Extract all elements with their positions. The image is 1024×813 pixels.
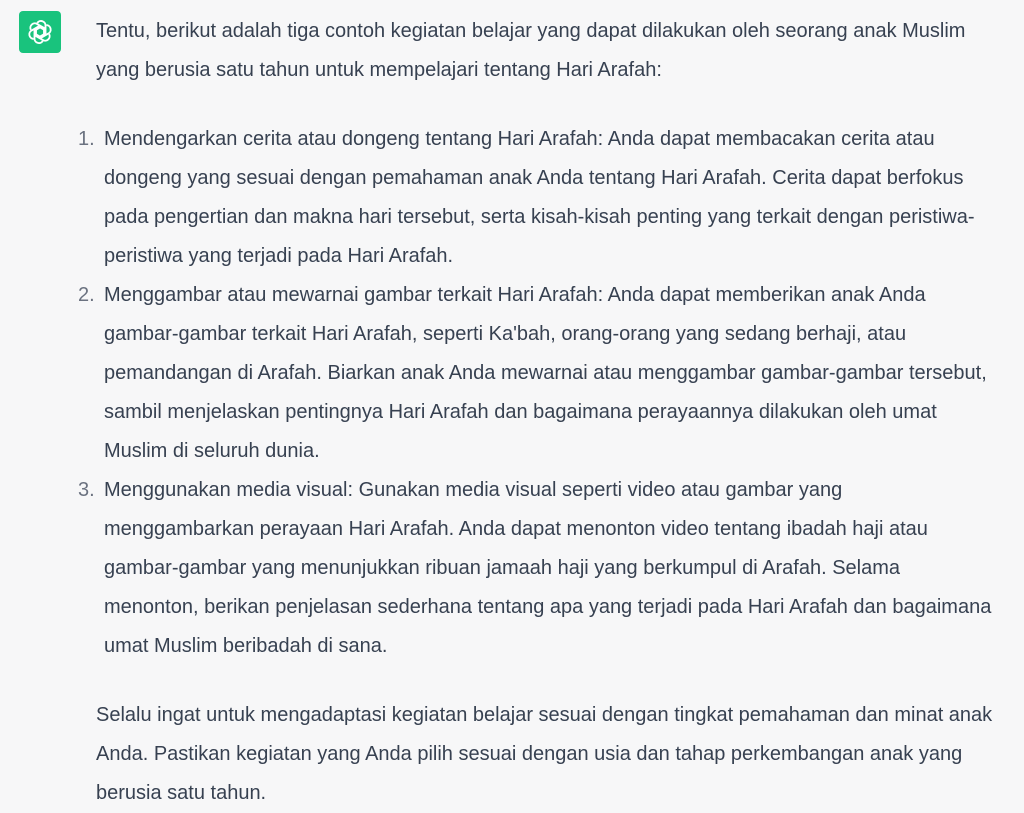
message-outro: Selalu ingat untuk mengadaptasi kegiatan belajar sesuai dengan tingkat pemahaman dan minat anak Anda. Pastikan kegiatan yang Anda pilih sesuai dengan usia dan tahap perkembangan anak yang berusia satu tahun. [96,704,993,804]
list-number: 1. [78,128,95,150]
list-item [78,120,996,276]
list-item [78,276,996,471]
list-number: 3. [78,479,95,501]
message-intro: Tentu, berikut adalah tiga contoh kegiatan belajar yang dapat dilakukan oleh seorang anak Muslim yang berusia satu tahun untuk mempelajari tentang Hari Arafah: [96,20,966,81]
list-item [78,471,996,666]
list-item-text: Mendengarkan cerita atau dongeng tentang Hari Arafah: Anda dapat membacakan cerita atau dongeng yang sesuai dengan pemahaman anak Anda tentang Hari Arafah. Cerita dapat berfokus pada pengertian dan makna hari tersebut, serta kisah-kisah penting yang terkait dengan peristiwa-peristiwa yang terjadi pada Hari Arafah. [104,128,975,267]
assistant-message [78,12,996,813]
activity-list [78,120,996,666]
list-item-text: Menggunakan media visual: Gunakan media visual seperti video atau gambar yang menggambarkan perayaan Hari Arafah. Anda dapat menonton video tentang ibadah haji atau gambar-gambar yang menunjukkan ribuan jamaah haji yang berkumpul di Arafah. Selama menonton, berikan penjelasan sederhana tentang apa yang terjadi pada Hari Arafah dan bagaimana umat Muslim beribadah di sana. [104,479,992,657]
list-item-text: Menggambar atau mewarnai gambar terkait Hari Arafah: Anda dapat memberikan anak Anda gambar-gambar terkait Hari Arafah, seperti Ka'bah, orang-orang yang sedang berhaji, atau pemandangan di Arafah. Biarkan anak Anda mewarnai atau menggambar gambar-gambar tersebut, sambil menjelaskan pentingnya Hari Arafah dan bagaimana perayaannya dilakukan oleh umat Muslim di seluruh dunia. [104,284,987,462]
openai-logo-icon [25,17,55,47]
assistant-avatar [19,11,61,53]
list-number: 2. [78,284,95,306]
